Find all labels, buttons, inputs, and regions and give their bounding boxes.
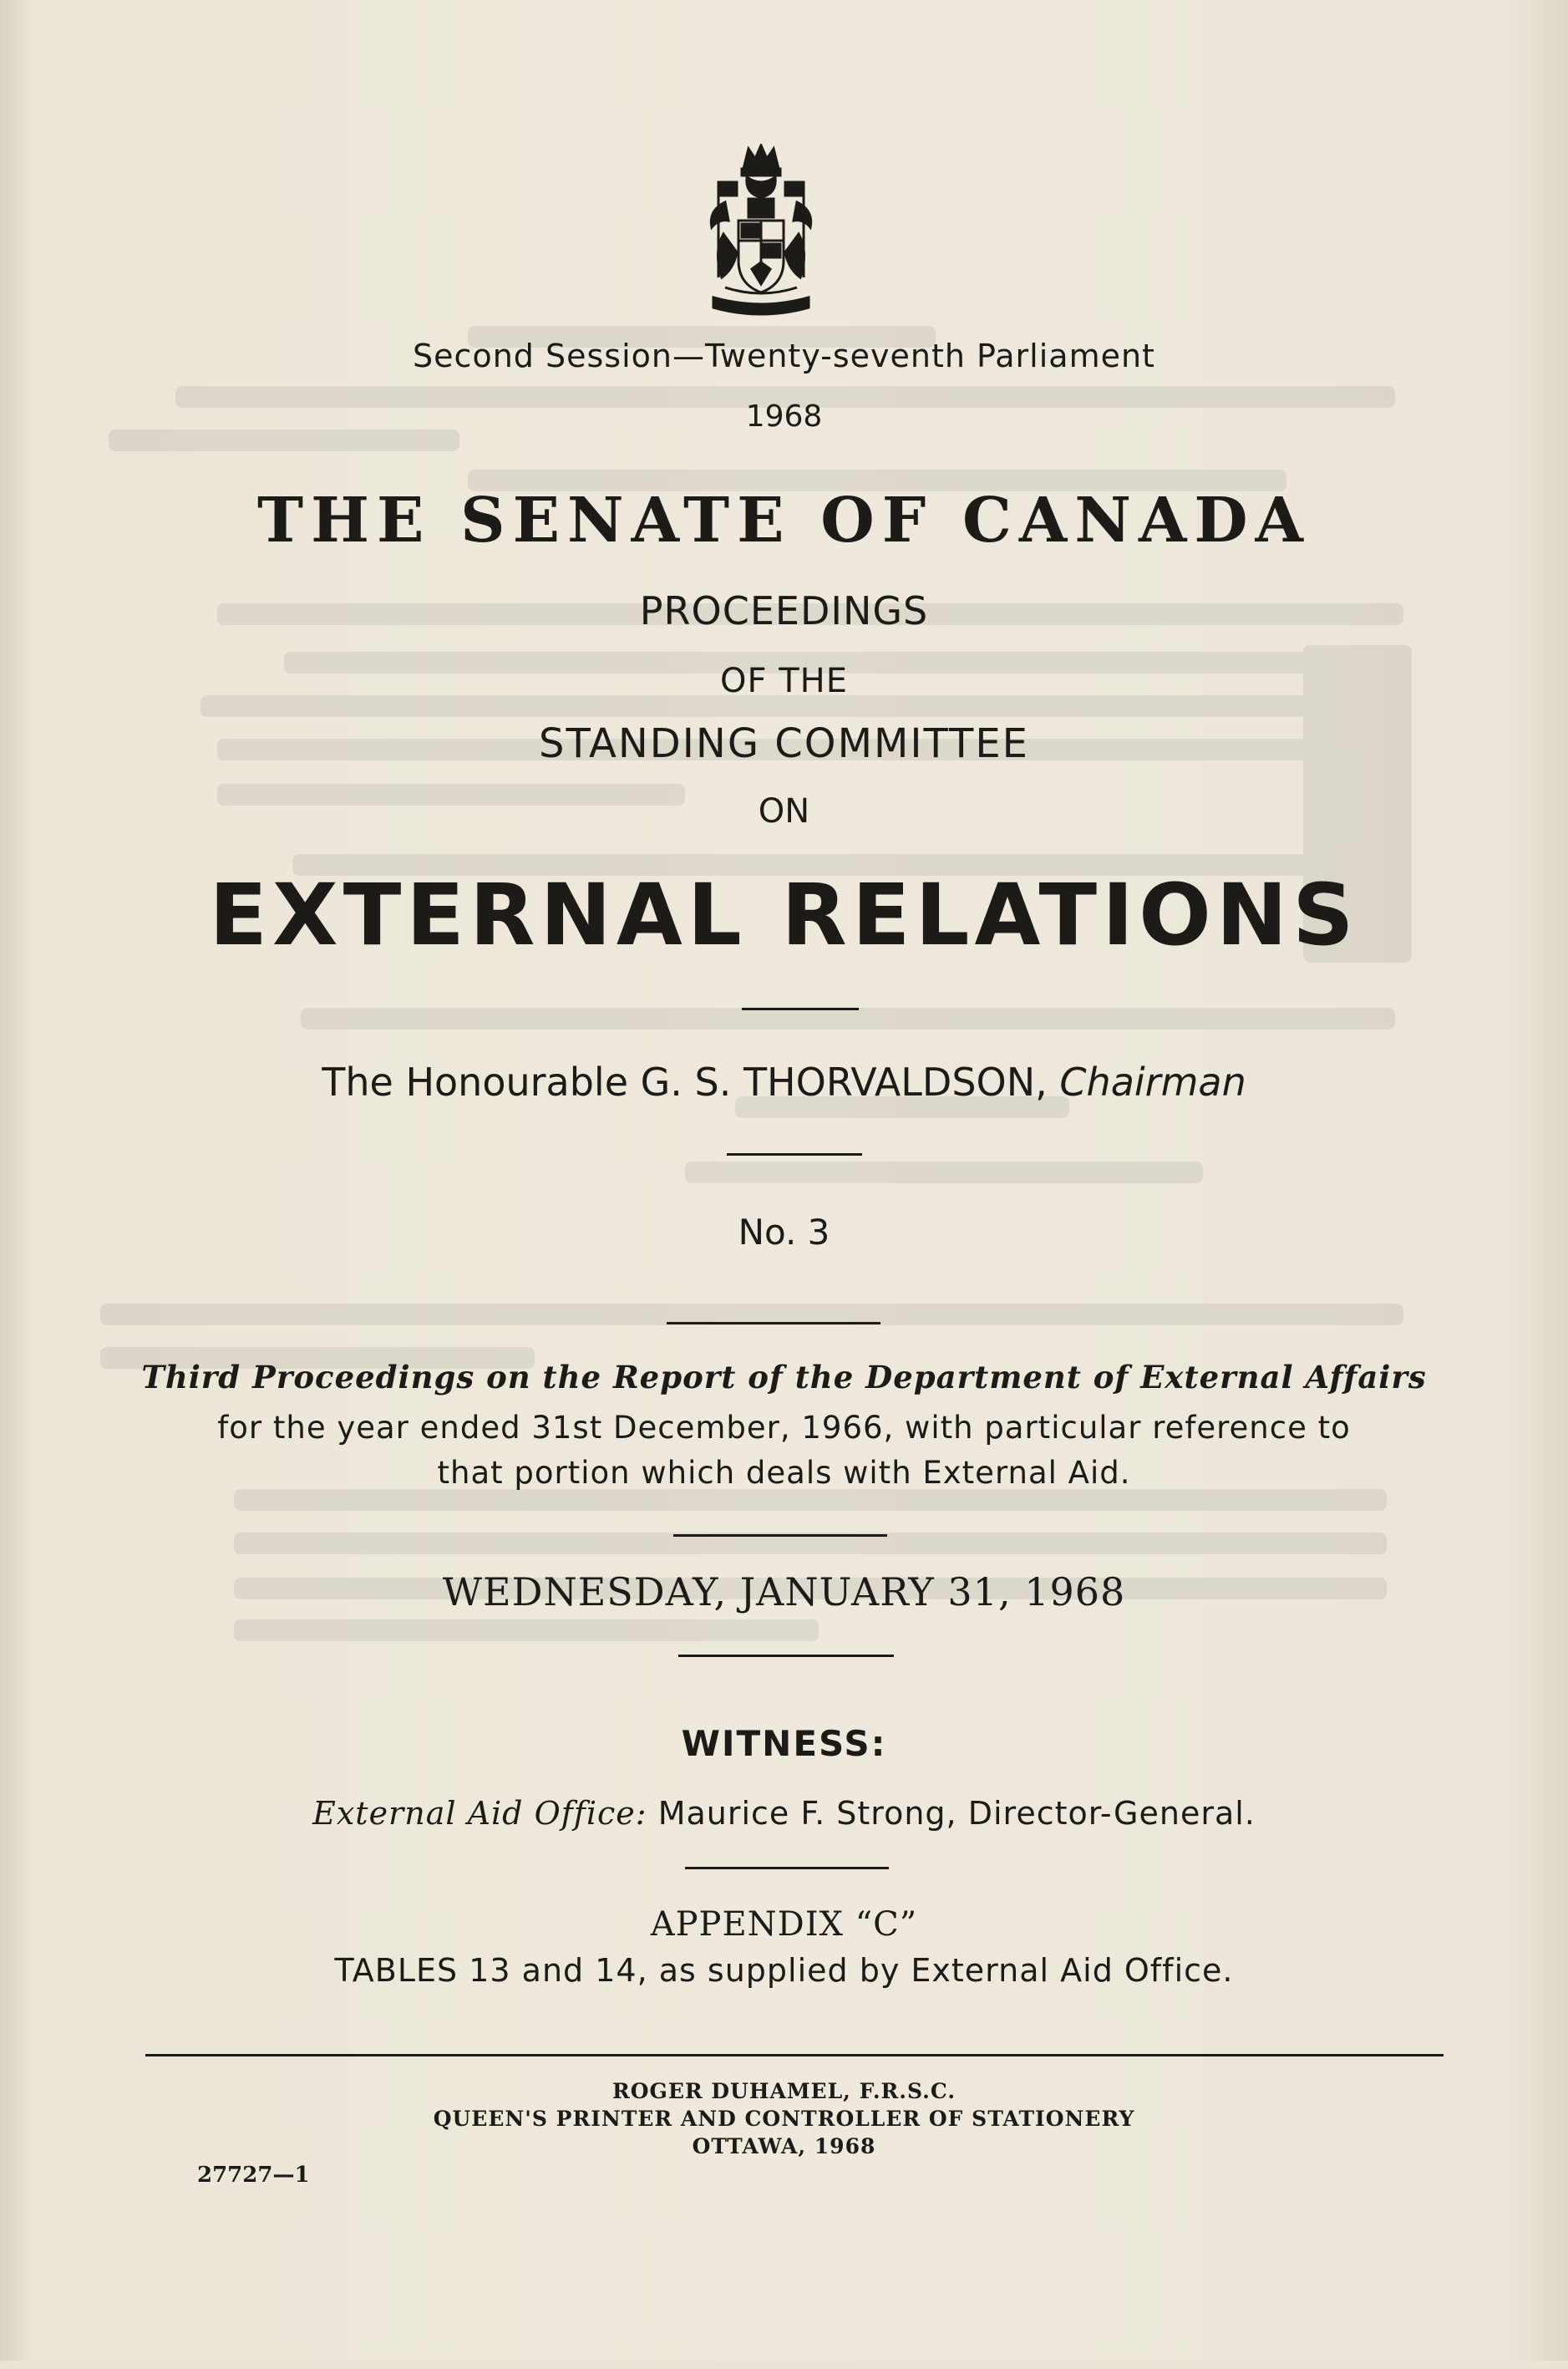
divider-rule [727,1153,862,1156]
committee-subject: EXTERNAL RELATIONS [209,866,1359,965]
printer-location: OTTAWA, 1968 [692,2134,876,2158]
divider-rule [742,1008,859,1010]
divider-rule [673,1534,887,1537]
year: 1968 [745,399,823,434]
witness-organization: External Aid Office: [312,1795,647,1832]
canada-coat-of-arms-icon [700,144,822,326]
witness-heading: WITNESS: [681,1723,887,1764]
chairman-name: The Honourable G. S. THORVALDSON, [322,1060,1048,1105]
on-heading: ON [758,792,810,831]
reference-line-3: that portion which deals with External Aid. [437,1455,1131,1491]
committee-heading: STANDING COMMITTEE [538,720,1029,767]
divider-rule [678,1655,894,1657]
printer-title: QUEEN'S PRINTER AND CONTROLLER OF STATIONERY [433,2107,1135,2131]
print-code: 27727—1 [197,2163,310,2188]
reference-lines [0,1406,1568,1496]
divider-rule [685,1867,889,1869]
footer-rule [145,2054,1444,2056]
printer-imprint [0,2077,1568,2160]
reference-line-2: for the year ended 31st December, 1966, with particular reference to [217,1410,1351,1446]
proceedings-heading: PROCEEDINGS [639,588,929,633]
printer-name: ROGER DUHAMEL, F.R.S.C. [611,2079,957,2103]
appendix-title: APPENDIX “C” [650,1905,918,1944]
witness-name: Maurice F. Strong, Director-General. [657,1795,1256,1832]
chairman-line [0,1060,1568,1105]
body-title: THE SENATE OF CANADA [257,485,1311,557]
witness-line [0,1795,1568,1832]
reference-line-1: Third Proceedings on the Report of the Department of External Affairs [141,1359,1427,1395]
appendix-description: TABLES 13 and 14, as supplied by External Aid Office. [334,1952,1234,1989]
session-line: Second Session—Twenty-seventh Parliament [413,338,1155,374]
chairman-role: Chairman [1059,1060,1246,1105]
divider-rule [667,1322,880,1324]
meeting-date: WEDNESDAY, JANUARY 31, 1968 [442,1569,1126,1614]
issue-number: No. 3 [738,1212,830,1253]
of-the-heading: OF THE [720,662,848,700]
